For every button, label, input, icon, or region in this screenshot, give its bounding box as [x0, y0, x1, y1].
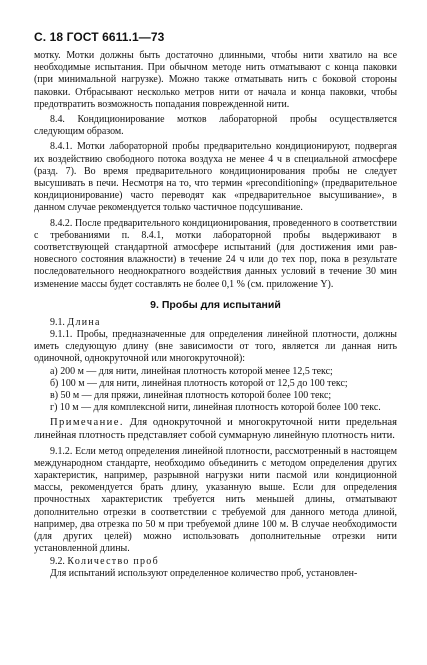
- section-9-title: 9. Пробы для испытаний: [150, 298, 281, 311]
- paragraph-9-1-1: 9.1.1. Пробы, предназначенные для определения линейной плотности, должны иметь следующую длину (вне зависимости от того, является ли данная нить одиночной, однокруточной или многокруточной):: [34, 329, 397, 365]
- subsection-9-2-number: 9.2.: [50, 555, 65, 567]
- paragraph-8-4-1: 8.4.1. Мотки лабораторной пробы предварительно кондиционируют, подвергая их воздействию свободного потока воздуха не менее 4 ч в специальной атмосфере (разд. 7). Во время предварительного кондиционирования пробы не следует высушивать в печи. Несмотря на то, что термин «preconditioning» (предварительное кондиционирование) часто переводят как «предварительное высушивание», в данном случае рекомендуется только частичное подсушивание.: [34, 141, 397, 214]
- page-header: С. 18 ГОСТ 6611.1—73: [34, 30, 165, 44]
- paragraph-9-2: Для испытаний используют определенное количество проб, установлен-: [50, 567, 358, 579]
- subsection-9-1-heading: [34, 317, 397, 329]
- note-text: Для однокруточной и многокруточной нити предельная линейная плотность представляет собой суммарную линейную плотность нити.: [34, 417, 397, 442]
- subsection-9-1-title: Длина: [67, 316, 101, 328]
- subsection-9-1-number: 9.1.: [50, 316, 65, 328]
- note: [34, 417, 397, 442]
- list-item: б) 100 м — для нити, линейная плотность которой от 12,5 до 100 текс;: [50, 377, 348, 389]
- list-item: а) 200 м — для нити, линейная плотность которой менее 12,5 текс;: [50, 365, 333, 377]
- paragraph-9-1-2: 9.1.2. Если метод определения линейной плотности, рассмотренный в настоящем международном стандарте, необходимо объединить с методом определения других характеристик, например, разрывной нагрузки нити пасмой или кондиционной массы, рекомендуется брать длину, указанную выше. Если для определения прочностных характеристик требуется нить меньшей длины, отматывают дополнительно отрезки в соответствии с требуемой для данного метода длиной, например, два отрезка по 50 м при требуемой длине 100 м. В случае необходимости (для других целей) можно использовать дополнительные отрезки нити установленной длины.: [34, 445, 397, 555]
- subsection-9-2-heading: [34, 556, 397, 568]
- list-item: г) 10 м — для комплексной нити, линейная плотность которой более 100 текс.: [50, 402, 381, 414]
- list-item: в) 50 м — для пряжи, линейная плотность которой более 100 текс;: [50, 390, 332, 402]
- paragraph-8-4-2: 8.4.2. После предварительного кондиционирования, проведенного в соответствии с требованиями п. 8.4.1, мотки лабораторной пробы выдерживают в соответствующей стандартной атмосфере испытаний (для достижения ими равновесного состояния влажности) в течение 24 ч или до тех пор, пока в результате последовательного неоднократного воздействия данных условий в течение 30 мин изменение массы будет составлять не более 0,1 % (см. приложение Y).: [34, 217, 397, 290]
- paragraph-skein-winding: мотку. Мотки должны быть достаточно длинными, чтобы нити хватило на все необходимые испытания. При обычном методе нить отматывают с конца паковки (при минимальной нагрузке). Можно также отматывать нить с боковой стороны паковки. Отбрасывают несколько метров нити от начала и конца паковки, чтобы предотвратить возможность попадания поврежденной нити.: [34, 50, 397, 110]
- note-label: Примечание.: [50, 417, 124, 429]
- length-list: [34, 366, 397, 415]
- subsection-9-2-title: Количество проб: [67, 555, 159, 567]
- paragraph-8-4: 8.4. Кондиционирование мотков лабораторной пробы осуществляется следующим образом.: [34, 114, 397, 138]
